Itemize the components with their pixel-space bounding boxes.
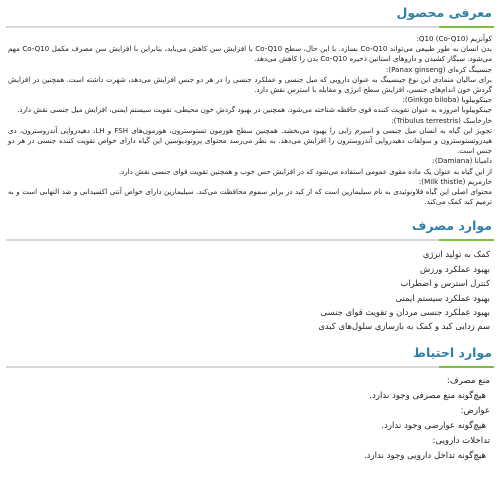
ingredient-description: از این گیاه به عنوان یک ماده مقوی عمومی استفاده می‌شود که در افزایش حس خوب و همچنین تقویت قوای جنسی نقش دارد. — [118, 166, 492, 176]
caution-value: هیچ‌گونه عوارضی وجود ندارد. — [381, 420, 486, 431]
caution-value: هیچ‌گونه تداخل دارویی وجود ندارد. — [363, 450, 486, 461]
ingredient-description: جینکوبیلوبا امروزه به عنوان تقویت کننده قوی حافظه شناخته می‌شود. همچنین در بهبود گردش خون محیطی، تقویت سیستم ایمنی، افزایش میل جنسی نقش دارد. — [17, 105, 492, 115]
ingredient-heading: دامیانا (Damiana): — [432, 156, 492, 166]
use-item: بهبود عملکرد جنسی مردان و تقویت قوای جنسی — [320, 307, 490, 318]
ingredient-heading: جنسینگ کره‌ای (Panax ginseng): — [385, 64, 492, 74]
ingredient-description: محتوای اصلی این گیاه فلاونوئیدی به نام سیلیمارین است که از کبد در برابر سموم محافظت می‌کند. سیلیمارین دارای خواص آنتی اکسیدانی و ضد التهابی است و به ترمیم کبد کمک می‌کند. — [8, 187, 492, 207]
ingredient-description: بدن انسان به طور طبیعی می‌تواند Co-Q10 بسازد. با این حال، سطح Co-Q10 با افزایش سن کاهش می‌یابد، بنابراین با افزایش سن مصرف مکمل Co-Q10 مهم می‌شود. سیگار کشیدن و داروهای استاتین ذخیره Co-Q10 بدن را کاهش می‌دهد. — [8, 44, 492, 64]
use-item: کمک به تولید انرژی — [422, 249, 490, 260]
ingredient-description: برای سالیان متمادی این نوع جینسینگ به عنوان دارویی که میل جنسی و عملکرد جنسی را در هر دو جنس افزایش می‌دهد، شهرت داشته است. همچنین در افزایش گردش خون اندام‌های جنسی، افزایش سطح انرژی و مقابله با استرس نقش دارد. — [8, 74, 492, 95]
use-item: سم زدایی کبد و کمک به بازسازی سلول‌های کبدی — [318, 321, 490, 332]
uses-section-title: موارد مصرف — [411, 218, 492, 234]
intro-body — [0, 28, 500, 207]
ingredient-heading: کوآنزیم (Q10 (Co-Q10: — [416, 34, 492, 43]
ingredient-heading: جینکوبیلوبا (Ginkgo biloba): — [402, 95, 492, 105]
caution-list — [0, 368, 500, 464]
ingredient-heading: خارمریم (Milk thistle): — [418, 176, 492, 186]
caution-value: هیچ‌گونه منع مصرفی وجود ندارد. — [369, 390, 486, 401]
use-item: کنترل استرس و اضطراب — [400, 278, 490, 289]
ingredient-heading: خارخاسک (Tribulus terrestris): — [391, 115, 492, 125]
caution-label: تداخلات دارویی: — [432, 435, 490, 446]
caution-section-title: موارد احتیاط — [413, 344, 492, 360]
intro-section-title: معرفی محصول — [396, 5, 492, 20]
caution-label: منع مصرف: — [446, 375, 490, 386]
use-item: بهبود عملکرد سیستم ایمنی — [395, 292, 490, 303]
ingredient-description: تجویز این گیاه به انسان میل جنسی و اسپرم زایی را بهبود می‌بخشد. همچنین سطح هورمون تستوسترون، هورمون‌های FSH و LH، دهیدرواپی آندروسترون، دی هیدروتستوسترون و سولفات دهیدرواپی آندروسترون را افزایش می‌دهد. به نظر می‌رسد محتوای پروتودیوسین این گیاه دارای خواص تقویت کننده جنسی در هر دو جنس است. — [8, 125, 493, 156]
caution-label: عوارض: — [460, 405, 490, 416]
uses-list — [0, 241, 500, 333]
use-item: بهبود عملکرد ورزش — [419, 263, 490, 274]
